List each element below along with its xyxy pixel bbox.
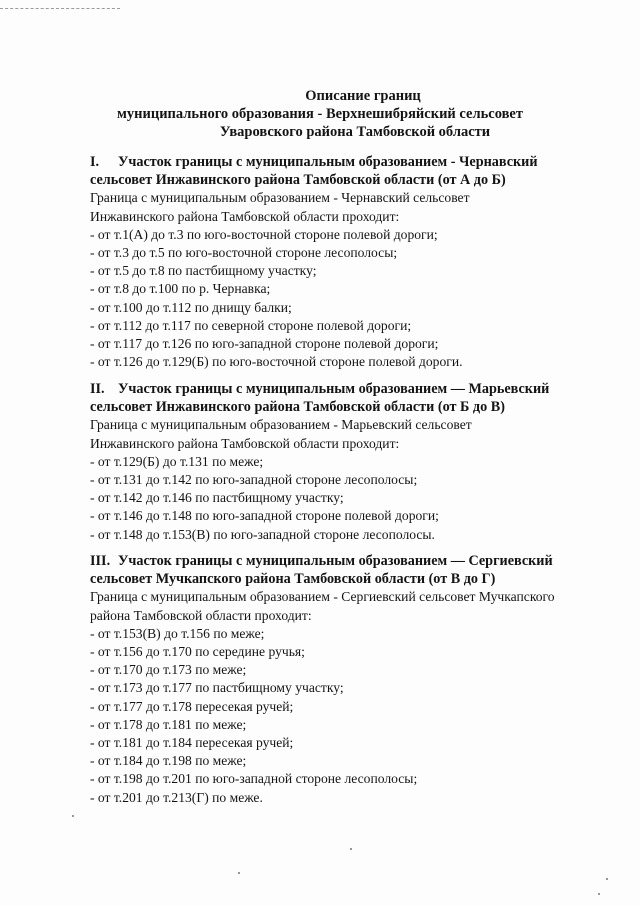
section-3-item: - от т.153(В) до т.156 по меже; — [90, 625, 265, 641]
scan-artifact-line — [0, 8, 120, 9]
section-3-item: - от т.198 до т.201 по юго-западной стороне лесополосы; — [90, 771, 418, 787]
section-3 — [90, 552, 630, 807]
scan-speck — [350, 848, 352, 850]
section-1-item: - от т.5 до т.8 по пастбищному участку; — [90, 263, 317, 279]
scan-speck — [598, 893, 600, 895]
section-2-item: - от т.146 до т.148 по юго-западной стороне полевой дороги; — [90, 508, 439, 524]
section-1-item: - от т.112 до т.117 по северной стороне полевой дороги; — [90, 317, 412, 333]
section-3-item: - от т.173 до т.177 по пастбищному участку; — [90, 680, 344, 696]
section-3-intro-2: района Тамбовской области проходит: — [90, 607, 312, 623]
section-1-intro-1: Граница с муниципальным образованием - Чернавский сельсовет — [90, 190, 470, 206]
section-1-number: I. — [90, 154, 100, 170]
section-1-item: - от т.1(А) до т.3 по юго-восточной стороне полевой дороги; — [90, 226, 438, 242]
scan-speck — [238, 872, 240, 874]
section-3-item: - от т.201 до т.213(Г) по меже. — [90, 789, 263, 805]
section-3-item: - от т.156 до т.170 по середине ручья; — [90, 644, 305, 660]
section-3-item: - от т.184 до т.198 по меже; — [90, 753, 247, 769]
section-1-item: - от т.100 до т.112 по днищу балки; — [90, 299, 292, 315]
section-2-heading — [90, 380, 630, 398]
section-3-item: - от т.170 до т.173 по меже; — [90, 662, 247, 678]
section-2-number: II. — [90, 381, 105, 397]
section-2-intro-1: Граница с муниципальным образованием - Марьевский сельсовет — [90, 417, 472, 433]
section-3-item: - от т.181 до т.184 пересекая ручей; — [90, 735, 294, 751]
section-1-heading — [90, 153, 630, 171]
section-3-heading-text: Участок границы с муниципальным образованием — Сергиевский — [118, 553, 553, 569]
section-2-item: - от т.131 до т.142 по юго-западной стороне лесополосы; — [90, 472, 418, 488]
section-2-heading-cont: сельсовет Инжавинского района Тамбовской области (от Б до В) — [90, 399, 505, 416]
document-title — [0, 87, 640, 141]
section-1-intro-2: Инжавинского района Тамбовской области проходит: — [90, 208, 400, 224]
section-3-heading-cont: сельсовет Мучкапского района Тамбовской области (от В до Г) — [90, 571, 496, 588]
scan-speck — [72, 815, 74, 817]
section-3-heading — [90, 552, 630, 570]
section-1-item: - от т.126 до т.129(Б) по юго-восточной стороне полевой дороги. — [90, 354, 463, 370]
section-3-number: III. — [90, 553, 111, 569]
title-line-1: Описание границ — [305, 88, 421, 104]
section-2-heading-text: Участок границы с муниципальным образованием — Марьевский — [118, 381, 550, 397]
section-2-item: - от т.129(Б) до т.131 по меже; — [90, 453, 264, 469]
section-1-heading-cont: сельсовет Инжавинского района Тамбовской области (от А до Б) — [90, 172, 506, 189]
section-1 — [90, 153, 630, 371]
section-3-item: - от т.178 до т.181 по меже; — [90, 716, 247, 732]
title-line-3: Уваровского района Тамбовской области — [219, 124, 491, 140]
scan-speck — [606, 878, 608, 880]
section-2-intro-2: Инжавинского района Тамбовской области проходит: — [90, 435, 400, 451]
section-3-item: - от т.177 до т.178 пересекая ручей; — [90, 698, 294, 714]
title-line-2: муниципального образования - Верхнешибряйский сельсовет — [117, 106, 523, 122]
section-1-item: - от т.117 до т.126 по юго-западной стороне полевой дороги; — [90, 336, 439, 352]
section-1-item: - от т.3 до т.5 по юго-восточной стороне лесополосы; — [90, 245, 398, 261]
section-3-intro-1: Граница с муниципальным образованием - Сергиевский сельсовет Мучкапского — [90, 589, 555, 605]
section-1-heading-text: Участок границы с муниципальным образованием - Чернавский — [118, 154, 538, 170]
section-2-item: - от т.148 до т.153(В) по юго-западной стороне лесополосы. — [90, 526, 435, 542]
section-2-item: - от т.142 до т.146 по пастбищному участку; — [90, 490, 344, 506]
section-2 — [90, 380, 630, 544]
section-1-item: - от т.8 до т.100 по р. Чернавка; — [90, 281, 271, 297]
